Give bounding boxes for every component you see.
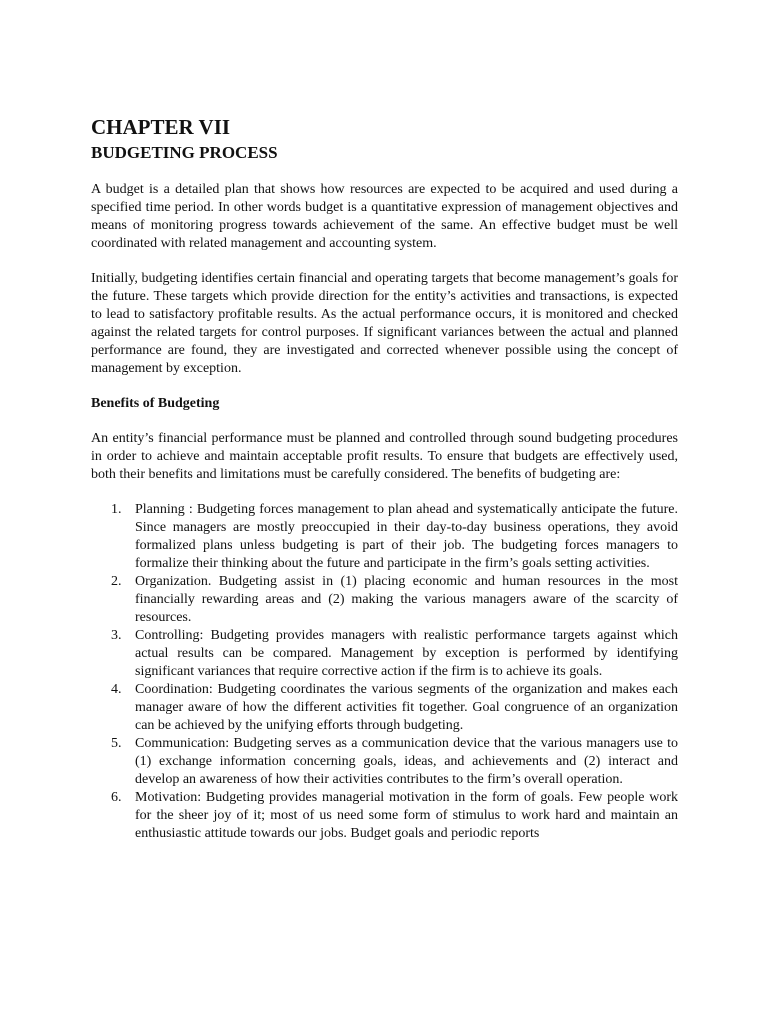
targets-paragraph: Initially, budgeting identifies certain financial and operating targets that become management’s goals for the future. These targets which provide direction for the entity’s activities and transactions, is expected to lead to satisfactory profitable results. As the actual performance occurs, it is monitored and checked against the related targets for control purposes. If significant variances between the actual and planned performance are found, they are investigated and corrected whenever possible using the concept of management by exception. [91, 271, 678, 376]
list-item-text: Motivation: Budgeting provides managerial motivation in the form of goals. Few people work for the sheer joy of it; most of us need some form of stimulus to work hard and maintain an enthusiastic attitude towards our jobs. Budget goals and periodic reports [135, 790, 678, 841]
list-number: 4. [111, 682, 122, 697]
benefit-item-communication [91, 735, 678, 789]
list-number: 6. [111, 790, 122, 805]
benefits-heading: Benefits of Budgeting [91, 396, 220, 411]
benefit-item-controlling [91, 627, 678, 681]
intro-paragraph: A budget is a detailed plan that shows how resources are expected to be acquired and used during a specified time period. In other words budget is a quantitative expression of management objectives and means of monitoring progress towards achievement of the same. An effective budget must be well coordinated with related management and accounting system. [91, 182, 678, 251]
list-item-text: Communication: Budgeting serves as a communication device that the various managers use to (1) exchange information concerning goals, ideas, and achievements and (2) interact and develop an awareness of how their activities contributes to the firm’s overall operation. [135, 736, 678, 787]
list-number: 2. [111, 574, 122, 589]
benefits-intro-paragraph: An entity’s financial performance must be planned and controlled through sound budgeting procedures in order to achieve and maintain acceptable profit results. To ensure that budgets are effectively used, both their benefits and limitations must be carefully considered. The benefits of budgeting are: [91, 431, 678, 482]
list-item-text: Planning : Budgeting forces management to plan ahead and systematically anticipate the future. Since managers are mostly preoccupied in their day-to-day business operations, they avoid formalized plans unless budgeting is part of their job. The budgeting forces managers to formalize their thinking about the future and participate in the firm’s goals setting activities. [135, 502, 678, 571]
chapter-title: CHAPTER VII [91, 115, 231, 139]
list-item-text: Coordination: Budgeting coordinates the various segments of the organization and makes each manager aware of how the different activities fit together. Goal congruence of an organization can be achieved by the unifying efforts through budgeting. [135, 682, 678, 733]
benefits-list [91, 501, 678, 843]
list-item-text: Controlling: Budgeting provides managers with realistic performance targets against which actual results can be compared. Management by exception is performed by identifying significant variances that require corrective action if the firm is to achieve its goals. [135, 628, 678, 679]
document-page [91, 114, 678, 843]
benefit-item-motivation [91, 789, 678, 843]
list-item-text: Organization. Budgeting assist in (1) placing economic and human resources in the most financially rewarding areas and (2) making the various managers aware of the scarcity of resources. [135, 574, 678, 625]
chapter-subtitle: BUDGETING PROCESS [91, 143, 278, 162]
benefit-item-organization [91, 573, 678, 627]
list-number: 1. [111, 502, 122, 517]
benefit-item-coordination [91, 681, 678, 735]
list-number: 3. [111, 628, 122, 643]
list-number: 5. [111, 736, 122, 751]
benefit-item-planning [91, 501, 678, 573]
